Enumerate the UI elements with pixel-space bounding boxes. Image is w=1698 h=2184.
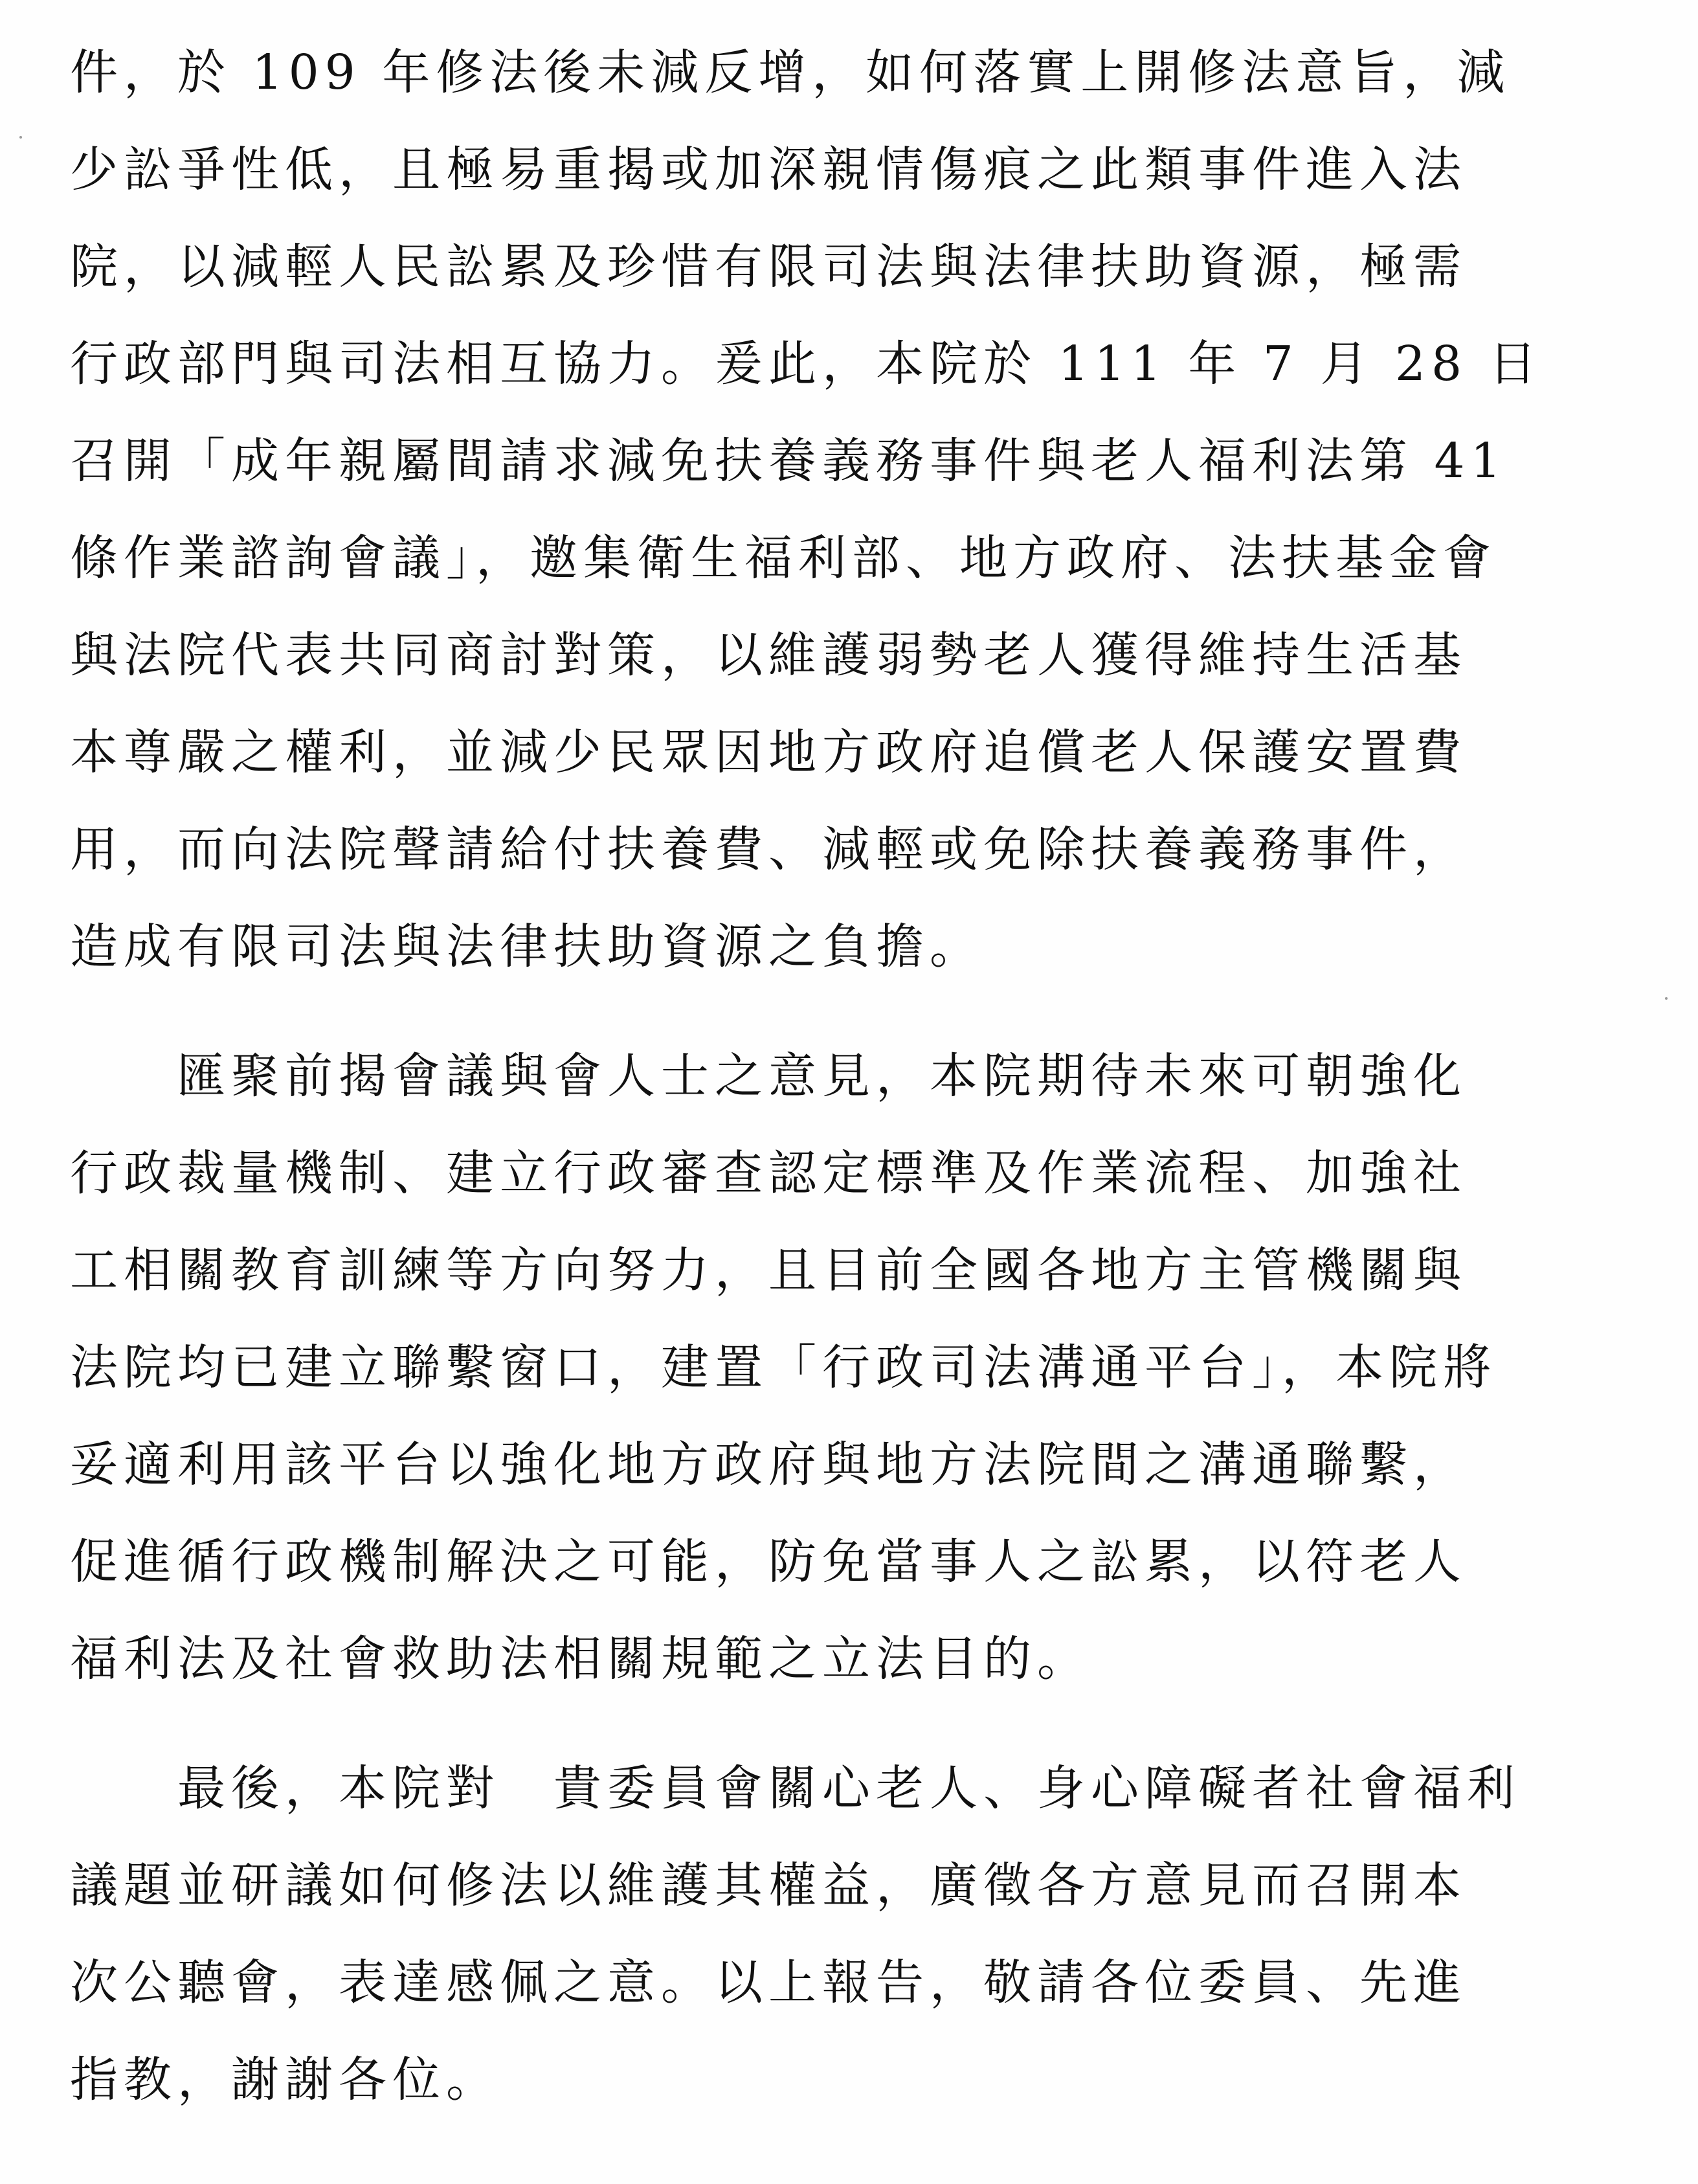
paragraph-line: 用，而向法院聲請給付扶養費、減輕或免除扶養義務事件，	[70, 822, 1467, 877]
scan-speck	[1665, 997, 1668, 1000]
paragraph-line: 最後，本院對 貴委員會關心老人、身心障礙者社會福利	[70, 1761, 1521, 1816]
paragraph-line: 次公聽會，表達感佩之意。以上報告，敬請各位委員、先進	[70, 1955, 1467, 2010]
paragraph-line: 行政部門與司法相互協力。爰此，本院於 111 年 7 月 28 日	[70, 336, 1543, 392]
paragraph-line: 福利法及社會救助法相關規範之立法目的。	[70, 1631, 1091, 1687]
paragraph-line: 與法院代表共同商討對策，以維護弱勢老人獲得維持生活基	[70, 627, 1467, 683]
paragraph-line: 造成有限司法與法律扶助資源之負擔。	[70, 919, 983, 974]
paragraph-line: 行政裁量機制、建立行政審查認定標準及作業流程、加強社	[70, 1145, 1467, 1201]
paragraph-line: 少訟爭性低，且極易重揭或加深親情傷痕之此類事件進入法	[70, 142, 1467, 197]
paragraph-line: 召開「成年親屬間請求減免扶養義務事件與老人福利法第 41	[70, 433, 1507, 489]
paragraph-line: 促進循行政機制解決之可能，防免當事人之訟累，以符老人	[70, 1534, 1467, 1590]
paragraph-line: 工相關教育訓練等方向努力，且目前全國各地方主管機關與	[70, 1243, 1467, 1298]
paragraph-line: 院，以減輕人民訟累及珍惜有限司法與法律扶助資源，極需	[70, 239, 1467, 295]
paragraph-line: 議題並研議如何修法以維護其權益，廣徵各方意見而召開本	[70, 1858, 1467, 1913]
paragraph-line: 本尊嚴之權利，並減少民眾因地方政府追償老人保護安置費	[70, 725, 1467, 780]
paragraph-line: 妥適利用該平台以強化地方政府與地方法院間之溝通聯繫，	[70, 1437, 1467, 1492]
paragraph-line: 條作業諮詢會議」，邀集衛生福利部、地方政府、法扶基金會	[70, 530, 1497, 586]
paragraph-line: 法院均已建立聯繫窗口，建置「行政司法溝通平台」，本院將	[70, 1340, 1497, 1395]
paragraph-line: 指教，謝謝各位。	[70, 2052, 500, 2108]
paragraph-line: 匯聚前揭會議與會人士之意見，本院期待未來可朝強化	[70, 1048, 1467, 1104]
paragraph-line: 件，於 109 年修法後未減反增，如何落實上開修法意旨，減	[70, 45, 1511, 100]
scan-speck	[19, 136, 22, 139]
